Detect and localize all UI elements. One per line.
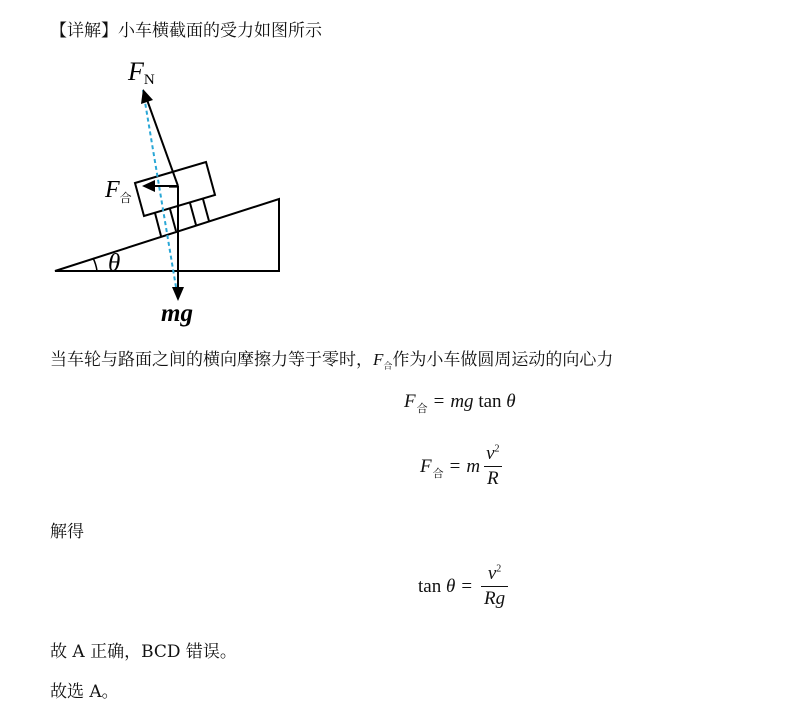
f2-coef: m [466,455,481,477]
f3-eq: = [461,575,473,597]
mg-arrowhead [172,287,184,301]
f3-func: tan [418,575,442,597]
car-body [135,162,215,216]
f2-eq: = [449,455,461,477]
fn-label: FN [128,57,155,88]
f2-lhs-sub: 合 [432,467,444,480]
wheel-4 [203,199,209,221]
condition-line [50,345,613,370]
f1-eq: = [433,391,445,412]
f1-lhs: F [404,391,416,412]
formula-1 [404,391,516,413]
fhe-label: $F_合$ [105,177,132,205]
f1-func: tan [478,391,502,412]
f3-var: θ [445,575,456,597]
f1-lhs-sub: 合 [416,403,428,415]
f2-fraction [483,443,502,490]
angle-arc [93,258,97,271]
intro-line [50,16,322,41]
f1-var: θ [506,391,516,412]
solve-line: 解得 [50,522,84,542]
conclusion-line: 故 A 正确，BCD 错误。 [50,642,237,662]
f3-denominator: Rg [481,586,508,610]
wheel-1 [155,213,161,236]
f1-rhs: mg [450,391,474,412]
inline-f-symbol: F [373,350,384,369]
f2-denominator: R [484,466,502,490]
f2-lhs: F [420,455,432,477]
theta-label: θ [108,250,121,277]
f2-numerator: $v^2$ [486,443,500,464]
answer-line: 故选 A。 [50,682,119,702]
bracket-label: 【详解】 [50,21,118,41]
condition-text-before: 当车轮与路面之间的横向摩擦力等于零时， [50,350,373,370]
fn-arrowhead [141,89,153,104]
mg-label: mg [161,300,193,327]
formula-2 [420,443,503,490]
intro-text: 小车横截面的受力如图所示 [118,21,322,41]
condition-text-after: 作为小车做圆周运动的向心力 [392,350,614,370]
wheel-2 [170,209,176,231]
inline-f-sub: 合 [383,362,393,372]
wheel-3 [190,203,196,225]
force-diagram [45,55,295,335]
f3-fraction [481,563,508,610]
f3-numerator: $v^2$ [487,563,502,584]
formula-3 [418,563,508,610]
